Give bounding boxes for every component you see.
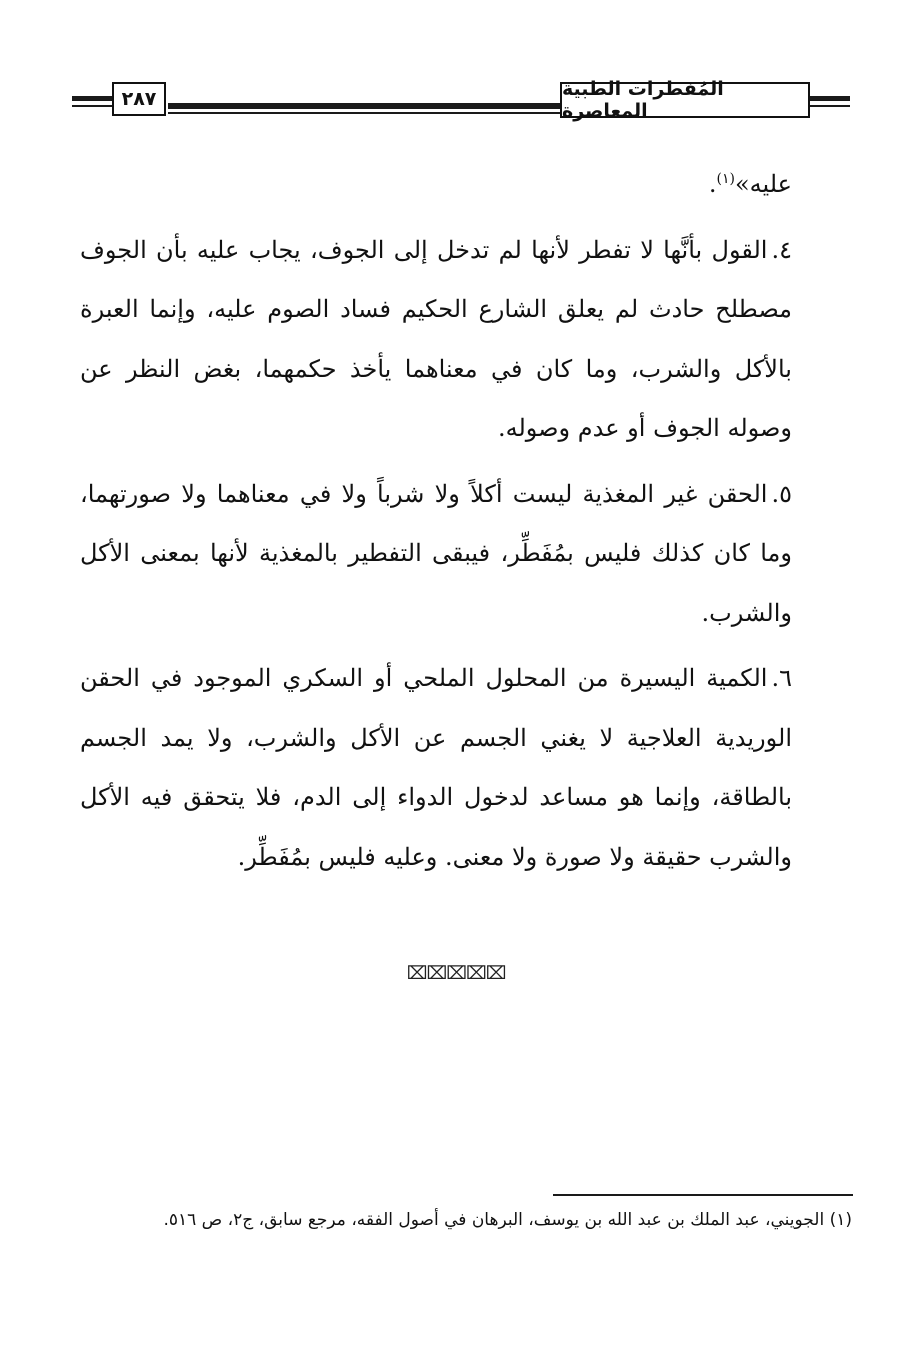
header-rule-right: [810, 96, 850, 101]
list-item-number: ٥.: [771, 479, 792, 508]
page-number: ٢٨٧: [112, 82, 166, 116]
header-rule-left: [72, 96, 112, 101]
page-body: [80, 155, 792, 887]
footnote: (١) الجويني، عبد الملك بن عبد الله بن يوسف، البرهان في أصول الفقه، مرجع سابق، ج٢، ص ٥١٦.: [163, 1210, 852, 1230]
intro-line: [80, 155, 792, 215]
list-item: [80, 649, 792, 887]
list-item: [80, 221, 792, 459]
list-item-text: الحقن غير المغذية ليست أكلاً ولا شرباً ولا في معناهما ولا صورتهما، وما كان كذلك فليس بمُفَطِّر، فيبقى التفطير بالمغذية لأنها بمعنى الأكل والشرب.: [80, 479, 792, 627]
section-ornament: ⌧⌧⌧⌧⌧: [406, 963, 506, 984]
list-item: [80, 465, 792, 644]
intro-text: عليه»: [734, 170, 792, 198]
list-item-text: الكمية اليسيرة من المحلول الملحي أو السكري الموجود في الحقن الوريدية العلاجية لا يغني الجسم عن الأكل والشرب، ولا يمد الجسم بالطاقة، وإنما هو مساعد لدخول الدواء إلى الدم، فلا يتحقق فيه الأكل والشرب حقيقة ولا صورة ولا معنى. وعليه فليس بمُفَطِّر.: [80, 664, 792, 871]
page-header: [72, 78, 850, 122]
header-rule-left-thin: [72, 105, 112, 107]
list-item-number: ٦.: [771, 664, 792, 692]
footnote-ref: (١): [716, 171, 735, 187]
footnote-divider: [553, 1194, 853, 1196]
intro-end: .: [708, 170, 717, 198]
list-item-text: القول بأنَّها لا تفطر لأنها لم تدخل إلى الجوف، يجاب عليه بأن الجوف مصطلح حادث لم يعلق الشارع الحكيم فساد الصوم عليه، وإنما العبرة بالأكل والشرب، وما كان في معناهما يأخذ حكمهما، بغض النظر عن وصوله الجوف أو عدم وصوله.: [80, 235, 792, 442]
book-title: المُفطرات الطبية المعاصرة: [560, 82, 810, 118]
list-item-number: ٤.: [771, 235, 792, 264]
header-rule-right-thin: [810, 105, 850, 107]
